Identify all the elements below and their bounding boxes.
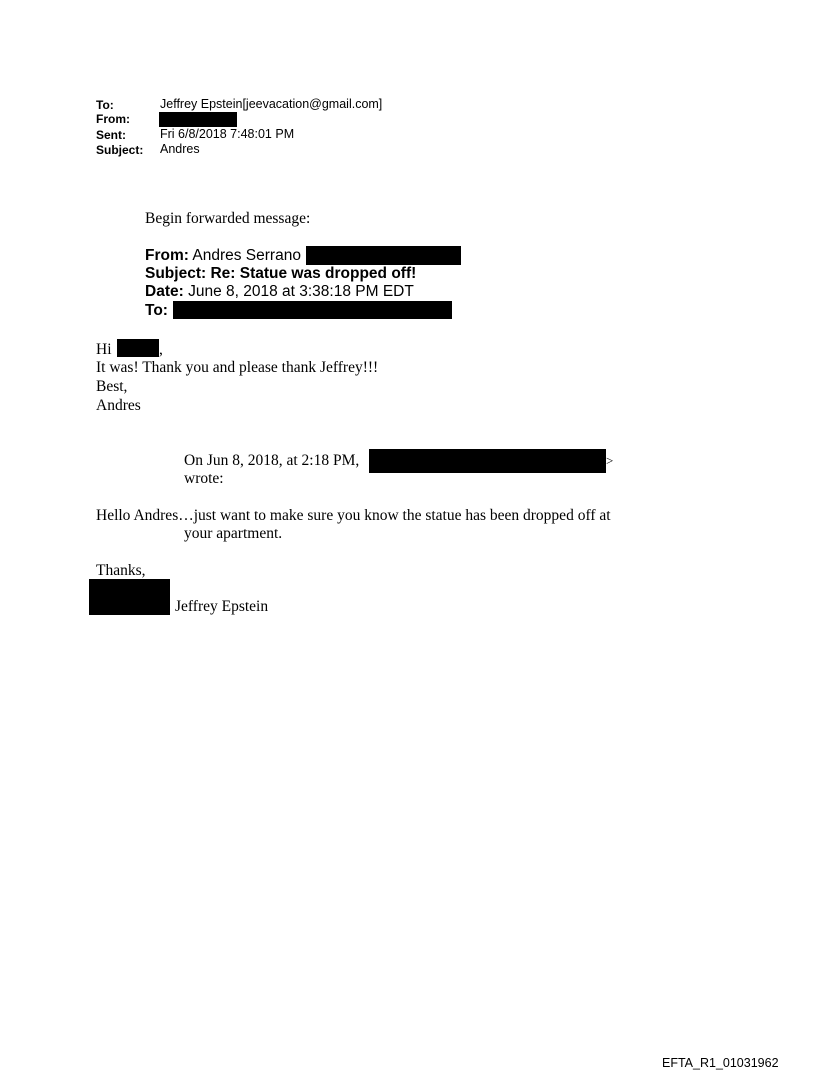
forward-subject-label: Subject: — [145, 265, 207, 282]
sent-value: Fri 6/8/2018 7:48:01 PM — [160, 127, 295, 141]
reply-greeting-tail: , — [159, 341, 163, 358]
from-label: From: — [96, 112, 130, 126]
redaction-bar — [173, 301, 452, 319]
forward-from-label: From: — [145, 247, 189, 264]
to-value: Jeffrey Epstein[jeevacation@gmail.com] — [160, 97, 383, 111]
quoted-signature: Jeffrey Epstein — [175, 598, 269, 615]
redaction-bar — [159, 112, 237, 127]
reply-greeting: Hi — [96, 341, 112, 358]
quoted-body-line: Hello Andres…just want to make sure you know the statue has been dropped off at — [96, 507, 611, 524]
forward-subject-value: Re: Statue was dropped off! — [210, 265, 417, 282]
forward-from-value: Andres Serrano — [192, 247, 301, 264]
quoted-body-line: your apartment. — [184, 525, 283, 542]
redaction-bar — [89, 579, 170, 615]
quoted-thanks: Thanks, — [96, 562, 146, 579]
quoted-attribution: On Jun 8, 2018, at 2:18 PM, — [184, 452, 360, 469]
forward-date-label: Date: — [145, 283, 184, 300]
document-id: EFTA_R1_01031962 — [662, 1056, 779, 1070]
redaction-bar — [306, 246, 461, 265]
quoted-attribution-tail: > — [606, 453, 614, 468]
reply-line: Best, — [96, 378, 128, 395]
subject-value: Andres — [160, 142, 200, 156]
forward-to-line — [145, 302, 168, 320]
subject-label: Subject: — [96, 143, 144, 157]
quoted-wrote: wrote: — [184, 470, 224, 487]
to-label: To: — [96, 98, 114, 112]
redaction-bar — [117, 339, 159, 357]
forward-date-value: June 8, 2018 at 3:38:18 PM EDT — [188, 283, 414, 300]
reply-line: It was! Thank you and please thank Jeffrey!!! — [96, 359, 379, 376]
forward-intro: Begin forwarded message: — [145, 210, 311, 227]
forward-from-line — [145, 247, 301, 265]
forward-subject-line — [145, 265, 416, 283]
sent-label: Sent: — [96, 128, 126, 142]
forward-date-line — [145, 283, 414, 301]
forward-to-label: To: — [145, 302, 168, 319]
redaction-bar — [369, 449, 606, 473]
reply-line: Andres — [96, 397, 141, 414]
